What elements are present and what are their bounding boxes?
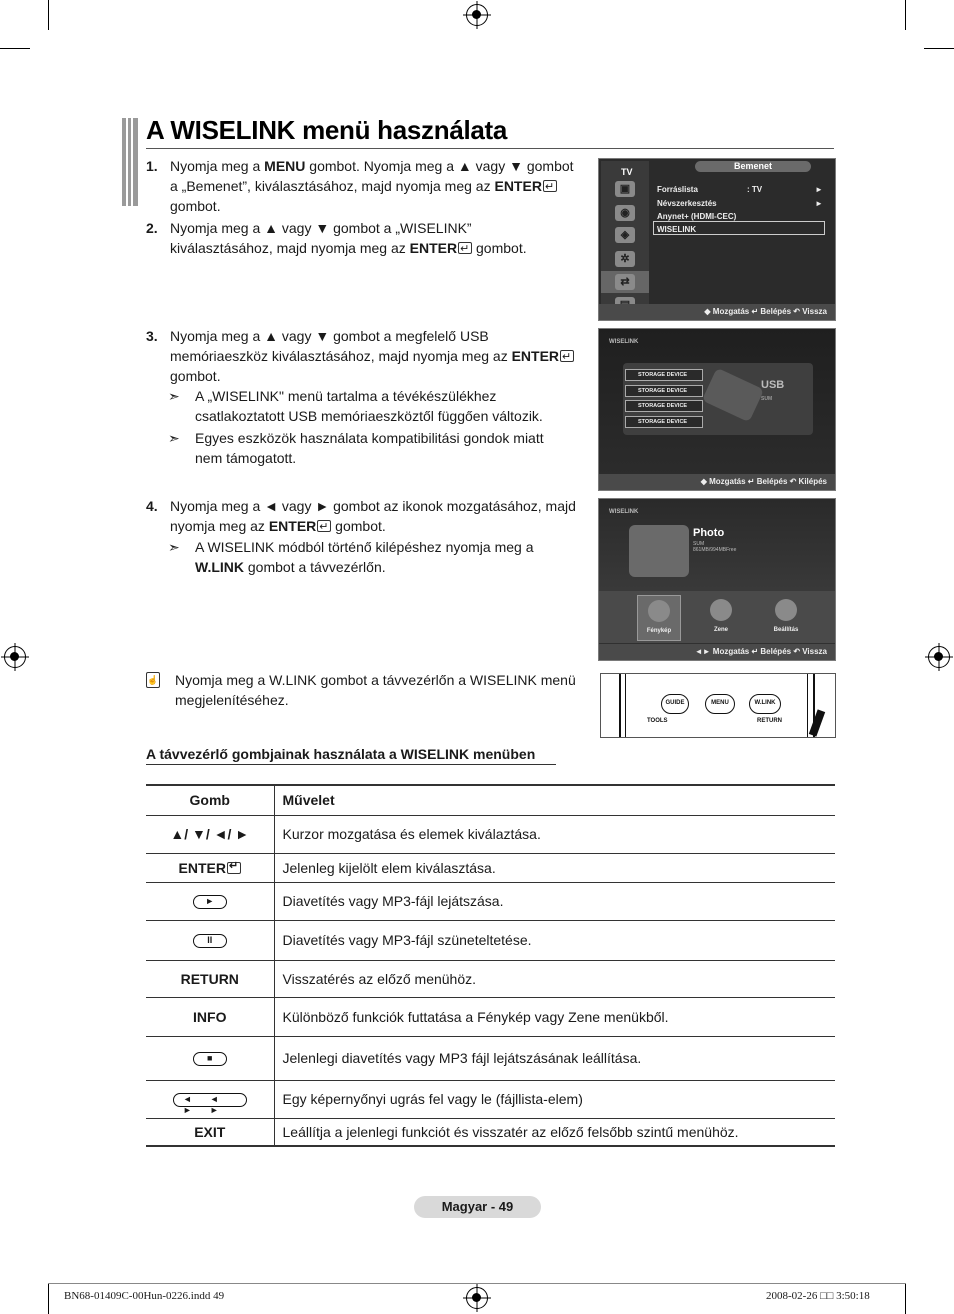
arrow-icon: ➣ [168,539,180,555]
return-label: RETURN [757,718,782,724]
menu-row: WISELINK [657,225,697,234]
page-number: Magyar - 49 [414,1196,541,1218]
step-3-note-1: ➣ A „WISELINK" menü tartalma a tévékészülékhez csatlakoztatott USB memóriaeszköztől függően változik. [168,388,543,424]
table-row: ► Diavetítés vagy MP3-fájl lejátszása. [146,882,835,920]
table-row: ENTER↵ Jelenleg kijelölt elem kiválasztása. [146,853,835,882]
crop-mark [48,1284,49,1314]
picture-icon: ▣ [615,181,635,197]
settings-icon [775,599,797,621]
play-icon: ► [193,895,227,909]
wiselink-logo: WISELINK [609,509,639,515]
step-1: 1. Nyomja meg a MENU gombot. Nyomja meg a ▲ vagy ▼ gombot a „Bemenet”, kiválasztásához, majd nyomja meg az ENTER↵ gombot. [146,156,576,216]
device-item: STORAGE DEVICE [625,416,703,428]
crop-mark [905,1284,906,1314]
table-row: ■ Jelenlegi diavetítés vagy MP3 fájl lejátszásának leállítása. [146,1036,835,1080]
item-settings: Beállítás [764,595,808,641]
wiselink-menu-screenshot [598,498,836,661]
enter-icon [543,180,557,192]
usb-sub-label: SUM [761,396,773,402]
photo-sub: SUM 861MB/994MBFree [693,541,737,553]
usb-label: USB [761,379,785,391]
pause-icon: II [193,934,227,948]
tip-icon: ☝ [146,672,160,688]
menu-strip [599,591,835,643]
registration-mark-icon [4,646,26,668]
key-arrows: ▲/ ▼/ ◄/ ► [146,815,274,853]
stop-icon: ■ [193,1052,227,1066]
wiselink-logo: WISELINK [609,339,639,345]
header-muvelet: Művelet [274,785,835,815]
skip-icon: ◄◄ ►► [173,1093,247,1107]
table-row: II Diavetítés vagy MP3-fájl szüneteltetése. [146,920,835,960]
crop-mark [905,0,906,30]
remote-control-image [600,673,836,738]
sound-icon: ◉ [615,205,635,221]
device-item: STORAGE DEVICE [625,369,703,381]
registration-mark-icon [928,646,950,668]
step-3-note-2: ➣ Egyes eszközök használata kompatibilitási gondok miatt nem támogatott. [168,430,544,466]
tools-label: TOOLS [647,718,668,724]
key-play [146,882,274,920]
setup-icon: ✲ [615,251,635,267]
table-row: ▲/ ▼/ ◄/ ► Kurzor mozgatása és elemek kiválaztása. [146,815,835,853]
section-rule [146,764,556,765]
registration-mark-icon [466,4,488,26]
device-list-screenshot [598,328,836,491]
tip: ☝ Nyomja meg a W.LINK gombot a távvezérlőn a WISELINK menü megjelenítéséhez. [147,672,576,708]
key-info: INFO [146,997,274,1036]
wlink-button: W.LINK [749,694,781,714]
enter-icon [227,862,241,874]
section-heading: A távvezérlő gombjainak használata a WISELINK menüben [146,746,536,762]
enter-icon [458,242,472,254]
menu-row: Forráslista : TV ► [657,185,823,194]
pointer-icon [809,709,825,736]
step-2: 2. Nyomja meg a ▲ vagy ▼ gombot a „WISELINK” kiválasztásához, majd nyomja meg az ENTER↵ gombot. [146,218,576,258]
item-music: Zene [699,595,743,641]
crop-mark [924,48,954,49]
menu-row: Névszerkesztés ► [657,199,823,208]
menu-sidebar: TV ▣ ◉ ◈ ✲ ⇄ [601,161,649,318]
menu-footer: ◆ Mozgatás ↵ Belépés ↶ Vissza [599,304,835,320]
page-title: A WISELINK menü használata [146,115,508,145]
title-rule [146,148,834,149]
camera-icon [629,525,689,577]
table-row: INFO Különböző funkciók futtatása a Fénykép vagy Zene menükből. [146,997,835,1036]
footer-rule [48,1283,906,1284]
table-row: EXIT Leállítja a jelenlegi funkciót és visszatér az előző felsőbb szintű menühöz. [146,1118,835,1146]
crop-mark [0,48,30,49]
arrow-icon: ➣ [168,430,180,446]
channel-icon: ◈ [615,227,635,243]
menu-row: Anynet+ (HDMI-CEC) [657,212,737,221]
print-timestamp: 2008-02-26 □□ 3:50:18 [766,1290,870,1302]
guide-button: GUIDE [661,694,689,714]
crop-mark [48,0,49,30]
enter-icon [560,350,574,362]
key-enter: ENTER↵ [146,853,274,882]
device-item: STORAGE DEVICE [625,385,703,397]
photo-title: Photo [693,527,725,539]
step-4-note: ➣ A WISELINK módból történő kilépéshez nyomja meg a W.LINK gombot a távvezérlőn. [168,539,534,575]
key-stop [146,1036,274,1080]
menu-title: Bemenet [695,161,811,172]
enter-icon [317,520,331,532]
step-4: 4. Nyomja meg a ◄ vagy ► gombot az ikonok mozgatásához, majd nyomja meg az ENTER↵ gombot. [146,496,576,536]
key-pause [146,920,274,960]
key-exit: EXIT [146,1118,274,1146]
header-gomb: Gomb [146,785,274,815]
headphones-icon [710,599,732,621]
step-3: 3. Nyomja meg a ▲ vagy ▼ gombot a megfelelő USB memóriaeszköz kiválasztásához, majd nyomja meg az ENTER↵ gombot. [146,326,576,386]
file-info: BN68-01409C-00Hun-0226.indd 49 [64,1290,225,1302]
remote-buttons-table [146,784,835,1147]
key-skip [146,1080,274,1118]
title-decoration [122,118,138,206]
table-row: RETURN Visszatérés az előző menühöz. [146,960,835,997]
registration-mark-icon [466,1287,488,1309]
item-photo: Fénykép [637,595,681,641]
wiselink-footer: ◄► Mozgatás ↵ Belépés ↶ Vissza [599,644,835,660]
table-row: ◄◄ ►► Egy képernyőnyi ugrás fel vagy le (fájllista-elem) [146,1080,835,1118]
photo-icon [648,600,670,622]
input-icon: ⇄ [615,274,635,290]
arrow-icon: ➣ [168,388,180,404]
menu-button: MENU [705,694,735,714]
device-item: STORAGE DEVICE [625,400,703,412]
key-return: RETURN [146,960,274,997]
device-footer: ◆ Mozgatás ↵ Belépés ↶ Kilépés [599,474,835,490]
table-header-row [146,785,835,815]
tv-menu-screenshot [598,158,836,321]
